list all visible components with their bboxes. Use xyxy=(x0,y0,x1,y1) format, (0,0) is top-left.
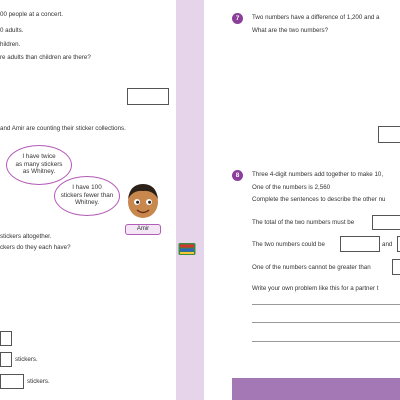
text-line: hildren. xyxy=(0,41,21,48)
answer-box[interactable] xyxy=(0,374,24,389)
question-text: ckers do they each have? xyxy=(0,244,71,251)
answer-box[interactable] xyxy=(372,215,400,230)
footer-banner xyxy=(232,378,400,400)
answer-suffix: stickers. xyxy=(27,378,50,385)
answer-box[interactable] xyxy=(127,88,169,105)
sentence-text: The two numbers could be xyxy=(252,241,325,248)
answer-box[interactable] xyxy=(0,331,12,346)
answer-box[interactable] xyxy=(378,126,400,143)
question-text: Complete the sentences to describe the other nu xyxy=(252,196,386,203)
question-text: Two numbers have a difference of 1,200 and a xyxy=(252,14,380,21)
text-line: 00 people at a concert. xyxy=(0,11,63,18)
answer-suffix: stickers. xyxy=(15,356,38,363)
text-line: stickers altogether. xyxy=(0,233,52,240)
answer-box[interactable] xyxy=(392,259,400,275)
bubble-line: I have 100 xyxy=(72,184,102,191)
sentence-text: and xyxy=(382,241,393,248)
question-number: 7 xyxy=(232,13,243,24)
text-line: 0 adults. xyxy=(0,27,24,34)
book-icon xyxy=(178,241,196,257)
left-page xyxy=(0,0,176,400)
speech-bubble-left xyxy=(6,145,72,185)
character-name-tag: Amir xyxy=(125,224,161,235)
amir-character-icon xyxy=(122,178,164,224)
bubble-line: stickers fewer than xyxy=(60,191,114,199)
question-text: Three 4-digit numbers add together to make 10, xyxy=(252,171,384,178)
question-number: 8 xyxy=(232,170,243,181)
question-text: What are the two numbers? xyxy=(252,27,329,34)
bubble-line: Whitney. xyxy=(74,199,100,206)
sentence-text: The total of the two numbers must be xyxy=(252,219,355,226)
question-text: re adults than children are there? xyxy=(0,54,91,61)
writing-line[interactable] xyxy=(252,322,400,323)
bubble-line: as many stickers xyxy=(15,160,63,168)
speech-bubble-right xyxy=(54,176,120,216)
writing-line[interactable] xyxy=(252,304,400,305)
problem-intro: and Amir are counting their sticker collections. xyxy=(0,125,126,132)
bubble-line: as Whitney. xyxy=(22,168,56,175)
writing-line[interactable] xyxy=(252,341,400,342)
answer-box[interactable] xyxy=(340,236,380,252)
answer-box[interactable] xyxy=(0,352,12,367)
right-page xyxy=(204,0,400,400)
question-text: One of the numbers is 2,560 xyxy=(252,184,331,191)
bubble-line: I have twice xyxy=(22,153,56,160)
sentence-text: Write your own problem like this for a partner t xyxy=(252,285,379,292)
page-gutter xyxy=(176,0,204,400)
sentence-text: One of the numbers cannot be greater than xyxy=(252,264,371,271)
